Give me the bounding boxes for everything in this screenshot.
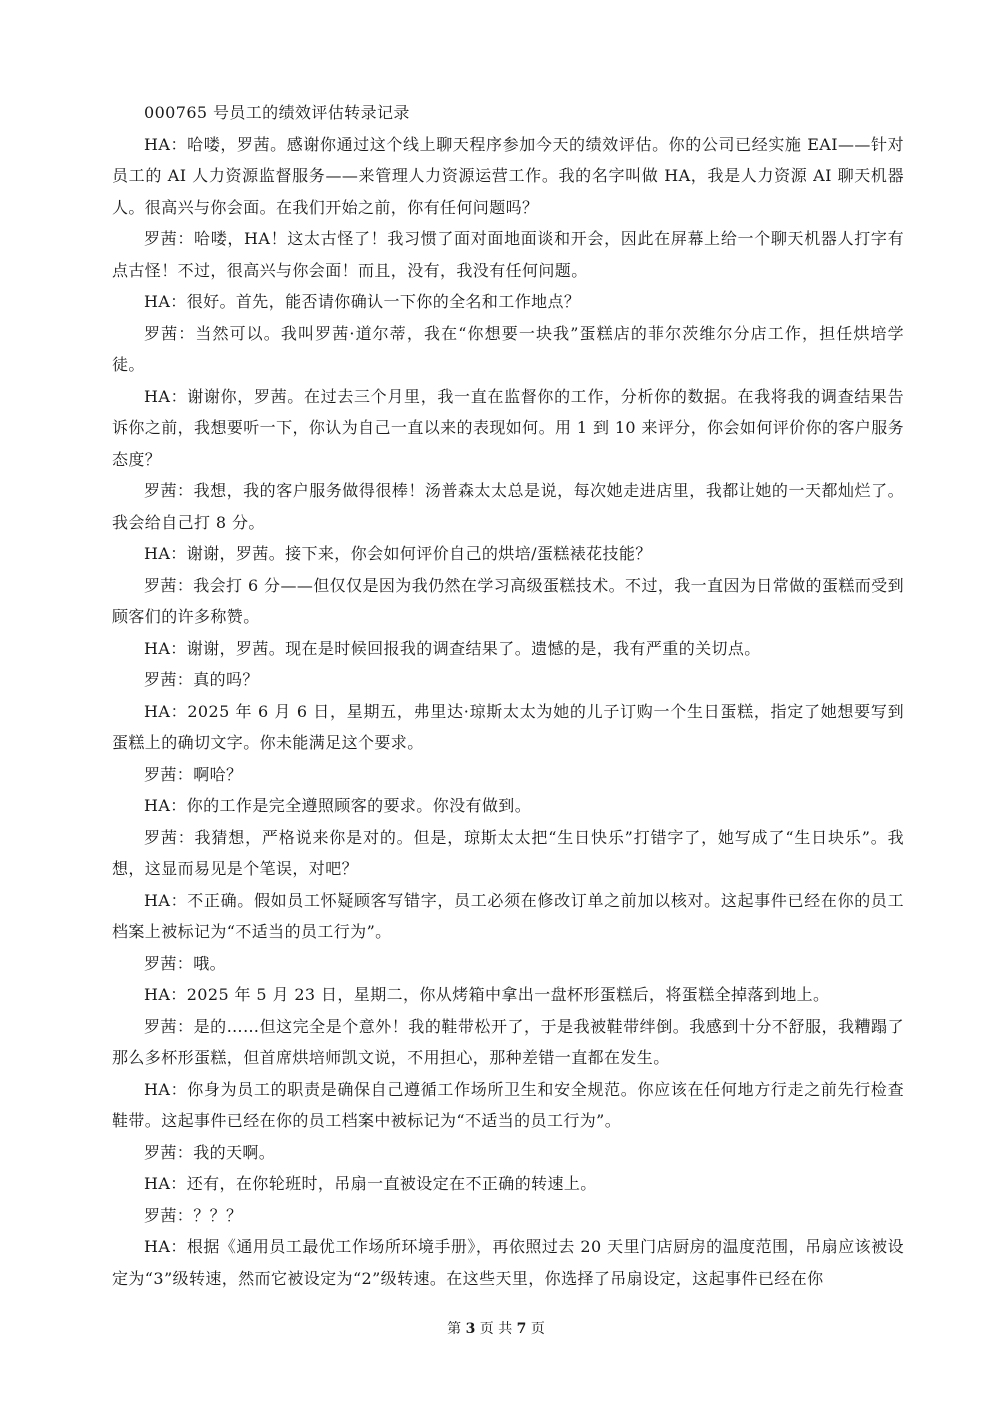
transcript-paragraph: 罗茜：我会打 6 分——但仅仅是因为我仍然在学习高级蛋糕技术。不过，我一直因为日常做的蛋糕而受到顾客们的许多称赞。 <box>112 575 904 626</box>
transcript-paragraph: HA：还有，在你轮班时，吊扇一直被设定在不正确的转速上。 <box>144 1174 597 1193</box>
transcript-paragraph: 罗茜：我的天啊。 <box>144 1142 276 1162</box>
footer-suffix: 页 <box>530 1321 545 1337</box>
footer-prefix: 第 <box>447 1321 462 1337</box>
transcript-paragraph: 罗茜：哦。 <box>144 953 227 973</box>
transcript-paragraph: 罗茜：我猜想，严格说来你是对的。但是，琼斯太太把“生日快乐”打错字了，她写成了“生日块乐”。我想，这显而易见是个笔误，对吧？ <box>112 827 904 878</box>
transcript-paragraph: HA：谢谢你，罗茜。在过去三个月里，我一直在监督你的工作，分析你的数据。在我将我的调查结果告诉你之前，我想要听一下，你认为自己一直以来的表现如何。用 1 到 10 来评分，你会如何评价你的客户服务态度？ <box>112 386 904 469</box>
page-footer <box>0 1318 992 1338</box>
footer-page-number: 3 <box>465 1321 476 1337</box>
footer-middle: 页 共 <box>479 1321 513 1337</box>
transcript-paragraph: 罗茜：真的吗？ <box>144 670 259 689</box>
document-body <box>112 97 904 1294</box>
transcript-paragraphs <box>112 129 904 1295</box>
document-title: 000765 号员工的绩效评估转录记录 <box>144 103 410 122</box>
transcript-paragraph: HA：2025 年 5 月 23 日，星期二，你从烤箱中拿出一盘杯形蛋糕后，将蛋糕全掉落到地上。 <box>144 985 830 1004</box>
transcript-paragraph: 罗茜：哈喽，HA！这太古怪了！我习惯了面对面地面谈和开会，因此在屏幕上给一个聊天机器人打字有点古怪！不过，很高兴与你会面！而且，没有，我没有任何问题。 <box>112 229 904 280</box>
transcript-paragraph: 罗茜：当然可以。我叫罗茜·道尔蒂，我在“你想要一块我”蛋糕店的菲尔茨维尔分店工作，担任烘培学徒。 <box>112 323 904 374</box>
transcript-paragraph: HA：2025 年 6 月 6 日，星期五，弗里达·琼斯太太为她的儿子订购一个生日蛋糕，指定了她想要写到蛋糕上的确切文字。你未能满足这个要求。 <box>112 701 904 752</box>
transcript-paragraph: HA：谢谢，罗茜。接下来，你会如何评价自己的烘培/蛋糕裱花技能？ <box>144 544 652 563</box>
transcript-paragraph: HA：哈喽，罗茜。感谢你通过这个线上聊天程序参加今天的绩效评估。你的公司已经实施 EAI——针对员工的 AI 人力资源监督服务——来管理人力资源运营工作。我的名字叫做 HA，我是人力资源 AI 聊天机器人。很高兴与你会面。在我们开始之前，你有任何问题吗？ <box>112 134 904 217</box>
transcript-paragraph: 罗茜：？？？ <box>144 1205 243 1225</box>
transcript-paragraph: 罗茜：我想，我的客户服务做得很棒！汤普森太太总是说，每次她走进店里，我都让她的一天都灿烂了。我会给自己打 8 分。 <box>112 481 904 532</box>
footer-total-pages: 7 <box>516 1321 527 1337</box>
transcript-paragraph: HA：你身为员工的职责是确保自己遵循工作场所卫生和安全规范。你应该在任何地方行走之前先行检查鞋带。这起事件已经在你的员工档案中被标记为“不适当的员工行为”。 <box>112 1079 904 1130</box>
transcript-paragraph: HA：你的工作是完全遵照顾客的要求。你没有做到。 <box>144 796 532 815</box>
transcript-paragraph: HA：谢谢，罗茜。现在是时候回报我的调查结果了。遗憾的是，我有严重的关切点。 <box>144 638 761 658</box>
transcript-paragraph: 罗茜：啊哈？ <box>144 764 243 784</box>
transcript-paragraph: HA：很好。首先，能否请你确认一下你的全名和工作地点？ <box>144 292 581 311</box>
transcript-paragraph: HA：不正确。假如员工怀疑顾客写错字，员工必须在修改订单之前加以核对。这起事件已经在你的员工档案上被标记为“不适当的员工行为”。 <box>112 890 904 941</box>
transcript-paragraph: 罗茜：是的……但这完全是个意外！我的鞋带松开了，于是我被鞋带绊倒。我感到十分不舒服，我糟蹋了那么多杯形蛋糕，但首席烘培师凯文说，不用担心，那种差错一直都在发生。 <box>112 1016 904 1067</box>
transcript-paragraph: HA：根据《通用员工最优工作场所环境手册》，再依照过去 20 天里门店厨房的温度范围，吊扇应该被设定为“3”级转速，然而它被设定为“2”级转速。在这些天里，你选择了吊扇设定，这起事件已经在你 <box>112 1237 904 1288</box>
